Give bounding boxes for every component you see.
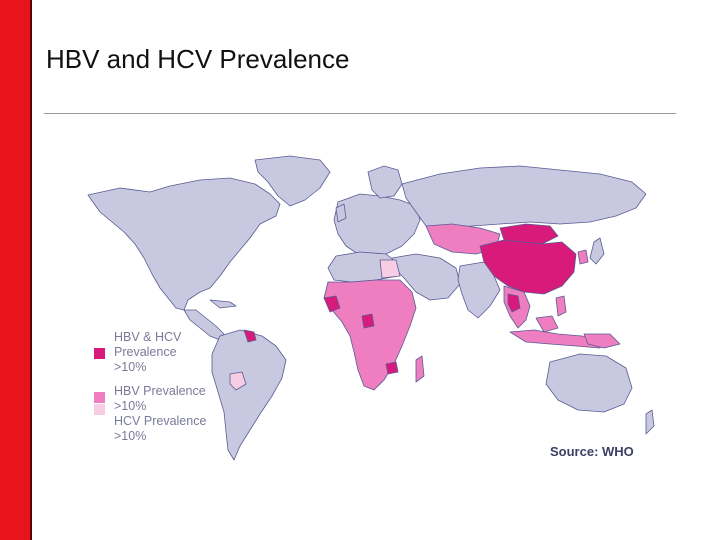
sub-saharan-africa bbox=[324, 280, 416, 390]
egypt bbox=[380, 260, 400, 278]
legend-swatch-hcv bbox=[94, 404, 105, 415]
philippines bbox=[556, 296, 566, 316]
japan bbox=[590, 238, 604, 264]
russia bbox=[402, 166, 646, 228]
madagascar bbox=[416, 356, 424, 382]
legend-item-hcv-label: HCV Prevalence bbox=[114, 414, 207, 428]
map-legend bbox=[94, 330, 224, 444]
scandinavia bbox=[368, 166, 402, 198]
legend-swatch-hbv bbox=[94, 392, 105, 403]
europe bbox=[334, 194, 420, 258]
legend-item-hbv-hcv-value: >10% bbox=[114, 360, 147, 374]
legend-item-hbv-label: HBV Prevalence bbox=[114, 384, 206, 398]
legend-heading-line2: Prevalence bbox=[114, 345, 177, 359]
caribbean bbox=[210, 300, 236, 308]
legend-item-hbv-hcv bbox=[94, 360, 224, 375]
central-africa bbox=[362, 314, 374, 328]
source-credit: Source: WHO bbox=[550, 444, 634, 459]
title-divider bbox=[44, 113, 676, 114]
southern-africa bbox=[386, 362, 398, 374]
new-zealand bbox=[646, 410, 654, 434]
legend-heading-line1: HBV & HCV bbox=[114, 330, 182, 344]
legend-item-hbv-value: >10% bbox=[114, 399, 147, 413]
legend-item-hbv bbox=[94, 384, 224, 414]
accent-bar-edge bbox=[30, 0, 32, 540]
legend-item-hcv bbox=[94, 414, 224, 444]
borneo bbox=[536, 316, 558, 332]
legend-item-hcv-value: >10% bbox=[114, 429, 147, 443]
slide-title: HBV and HCV Prevalence bbox=[46, 44, 350, 74]
legend-swatch-hbv-hcv bbox=[94, 348, 105, 359]
australia bbox=[546, 354, 632, 412]
accent-bar bbox=[0, 0, 30, 540]
korea bbox=[578, 250, 588, 264]
north-america bbox=[88, 178, 280, 310]
